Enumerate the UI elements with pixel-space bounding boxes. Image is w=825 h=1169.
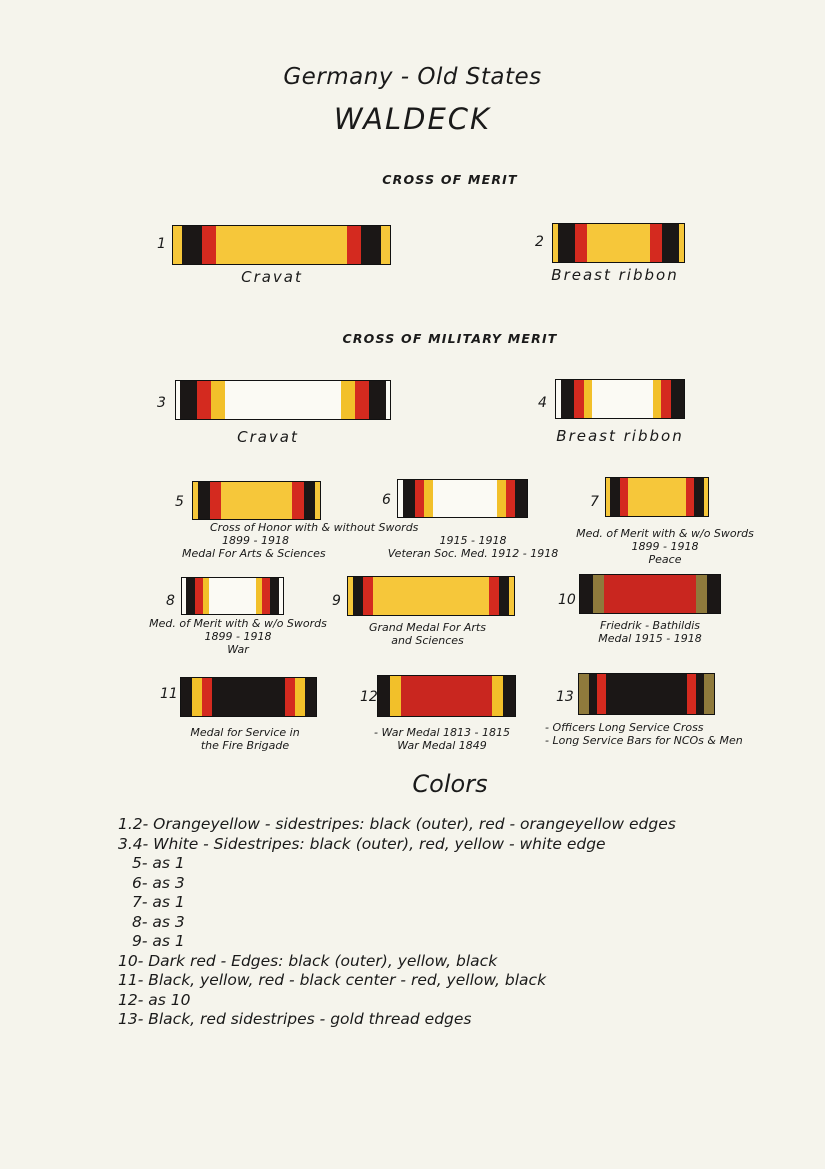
color-line: 6- as 3 <box>132 873 185 892</box>
ribbon-stripe <box>378 676 390 716</box>
color-line: 8- as 3 <box>132 912 185 931</box>
ribbon-label: - War Medal 1813 - 1815 War Medal 1849 <box>374 726 510 752</box>
ribbon-label: Med. of Merit with & w/o Swords 1899 - 1918 War <box>149 617 327 656</box>
ribbon-number: 2 <box>535 234 544 250</box>
ribbon-stripe <box>209 578 255 614</box>
ribbon-number: 6 <box>382 492 391 508</box>
ribbon-label: Medal for Service in the Fire Brigade <box>190 726 300 752</box>
ribbon-stripe <box>181 678 192 716</box>
ribbon-number: 1 <box>157 236 166 252</box>
ribbon-stripe <box>305 678 316 716</box>
ribbon-label: Cross of Honor with & without Swords 1899 - 1918 Medal For Arts & Sciences <box>182 521 419 560</box>
ribbon-number: 5 <box>175 494 184 510</box>
ribbon-number: 9 <box>332 593 341 609</box>
ribbon-label: - Officers Long Service Cross - Long Service Bars for NCOs & Men <box>545 721 743 747</box>
ribbon-stripe <box>506 480 515 517</box>
color-line: 11- Black, yellow, red - black center - red, yellow, black <box>118 971 547 989</box>
ribbon-stripe <box>679 224 684 262</box>
ribbon-stripe <box>587 224 650 262</box>
ribbon-stripe <box>433 480 498 517</box>
ribbon-stripe <box>355 381 369 419</box>
ribbon-stripe <box>363 577 373 615</box>
ribbon-stripe <box>604 575 696 613</box>
ribbon-stripe <box>589 674 597 714</box>
color-line: 5- as 1 <box>132 854 185 872</box>
ribbon-stripe <box>361 226 381 264</box>
section-cross-of-military-merit: CROSS OF MILITARY MERIT <box>342 331 558 346</box>
ribbon-stripe <box>212 678 285 716</box>
ribbon-stripe <box>580 575 593 613</box>
ribbon-stripe <box>694 478 703 516</box>
ribbon-12 <box>377 675 516 717</box>
ribbon-stripe <box>373 577 489 615</box>
ribbon-number: 7 <box>590 494 599 510</box>
ribbon-stripe <box>195 578 203 614</box>
ribbon-7 <box>605 477 709 517</box>
ribbon-stripe <box>198 482 209 519</box>
ribbon-stripe <box>707 575 720 613</box>
ribbon-10 <box>579 574 721 614</box>
ribbon-stripe <box>270 578 279 614</box>
ribbon-stripe <box>687 674 696 714</box>
ribbon-stripe <box>292 482 303 519</box>
ribbon-stripe <box>650 224 662 262</box>
ribbon-2 <box>552 223 685 263</box>
ribbon-number: 3 <box>157 395 166 411</box>
ribbon-stripe <box>489 577 499 615</box>
ribbon-number: 4 <box>538 395 547 411</box>
ribbon-stripe <box>403 480 415 517</box>
ribbon-stripe <box>671 380 684 418</box>
ribbon-stripe <box>173 226 182 264</box>
ribbon-stripe <box>386 381 390 419</box>
ribbon-label: Med. of Merit with & w/o Swords 1899 - 1918 Peace <box>576 527 754 566</box>
ribbon-label: Grand Medal For Arts and Sciences <box>369 621 486 647</box>
ribbon-8 <box>181 577 284 615</box>
colors-heading: Colors <box>412 770 488 798</box>
ribbon-label: Breast ribbon <box>551 266 679 284</box>
ribbon-label: Breast ribbon <box>556 427 684 445</box>
ribbon-stripe <box>492 676 503 716</box>
color-line: 12- as 10 <box>118 990 191 1009</box>
ribbon-11 <box>180 677 317 717</box>
ribbon-3 <box>175 380 391 420</box>
ribbon-stripe <box>593 575 603 613</box>
ribbon-stripe <box>515 480 527 517</box>
ribbon-stripe <box>202 678 212 716</box>
ribbon-stripe <box>597 674 606 714</box>
ribbon-9 <box>347 576 515 616</box>
ribbon-stripe <box>686 478 694 516</box>
ribbon-stripe <box>369 381 385 419</box>
ribbon-stripe <box>424 480 433 517</box>
ribbon-stripe <box>704 478 708 516</box>
color-line: 9- as 1 <box>132 932 185 950</box>
ribbon-6 <box>397 479 528 518</box>
ribbon-stripe <box>584 380 592 418</box>
ribbon-stripe <box>574 380 584 418</box>
ribbon-stripe <box>497 480 506 517</box>
ribbon-stripe <box>499 577 509 615</box>
ribbon-stripe <box>182 226 202 264</box>
ribbon-stripe <box>353 577 363 615</box>
ribbon-stripe <box>210 482 221 519</box>
ribbon-stripe <box>579 674 589 714</box>
color-line: 7- as 1 <box>132 893 185 911</box>
ribbon-stripe <box>390 676 401 716</box>
ribbon-stripe <box>211 381 225 419</box>
ribbon-stripe <box>401 676 492 716</box>
ribbon-1 <box>172 225 391 265</box>
page-subtitle: Germany - Old States <box>283 64 542 90</box>
ribbon-stripe <box>197 381 211 419</box>
ribbon-stripe <box>415 480 424 517</box>
ribbon-stripe <box>315 482 320 519</box>
ribbon-5 <box>192 481 321 520</box>
ribbon-stripe <box>558 224 574 262</box>
ribbon-stripe <box>186 578 195 614</box>
ribbon-stripe <box>295 678 305 716</box>
ribbon-stripe <box>262 578 270 614</box>
ribbon-stripe <box>304 482 315 519</box>
ribbon-stripe <box>285 678 295 716</box>
ribbon-stripe <box>279 578 283 614</box>
ribbon-stripe <box>202 226 216 264</box>
color-line: 1.2- Orangeyellow - sidestripes: black (outer), red - orangeyellow edges <box>118 815 676 833</box>
ribbon-stripe <box>225 381 340 419</box>
ribbon-label: Friedrik - Bathildis Medal 1915 - 1918 <box>598 619 702 645</box>
color-line: 13- Black, red sidestripes - gold thread edges <box>118 1010 472 1028</box>
ribbon-stripe <box>620 478 628 516</box>
colors-list <box>118 815 676 1030</box>
ribbon-stripe <box>180 381 196 419</box>
ribbon-stripe <box>653 380 661 418</box>
ribbon-stripe <box>696 674 704 714</box>
ribbon-stripe <box>221 482 292 519</box>
ribbon-number: 10 <box>558 592 576 608</box>
ribbon-stripe <box>661 380 671 418</box>
section-cross-of-merit: CROSS OF MERIT <box>382 172 518 187</box>
ribbon-label: 1915 - 1918 Veteran Soc. Med. 1912 - 1918 <box>387 534 559 560</box>
ribbon-stripe <box>347 226 361 264</box>
ribbon-stripe <box>561 380 574 418</box>
color-line: 10- Dark red - Edges: black (outer), yellow, black <box>118 951 498 970</box>
ribbon-stripe <box>592 380 653 418</box>
ribbon-number: 13 <box>556 689 574 705</box>
ribbon-stripe <box>509 577 514 615</box>
ribbon-stripe <box>662 224 678 262</box>
ribbon-stripe <box>628 478 686 516</box>
ribbon-label: Cravat <box>237 428 299 446</box>
ribbon-stripe <box>696 575 706 613</box>
ribbon-stripe <box>610 478 619 516</box>
ribbon-stripe <box>192 678 202 716</box>
ribbon-stripe <box>381 226 390 264</box>
page-title: WALDECK <box>333 102 492 136</box>
ribbon-number: 8 <box>166 593 175 609</box>
ribbon-stripe <box>341 381 355 419</box>
ribbon-stripe <box>704 674 714 714</box>
ribbon-number: 12 <box>360 689 378 705</box>
ribbon-stripe <box>575 224 587 262</box>
ribbon-number: 11 <box>160 686 178 702</box>
ribbon-stripe <box>503 676 515 716</box>
ribbon-label: Cravat <box>241 268 303 286</box>
ribbon-13 <box>578 673 715 715</box>
color-line: 3.4- White - Sidestripes: black (outer), red, yellow - white edge <box>118 834 606 853</box>
ribbon-stripe <box>606 674 688 714</box>
ribbon-4 <box>555 379 685 419</box>
ribbon-stripe <box>216 226 347 264</box>
